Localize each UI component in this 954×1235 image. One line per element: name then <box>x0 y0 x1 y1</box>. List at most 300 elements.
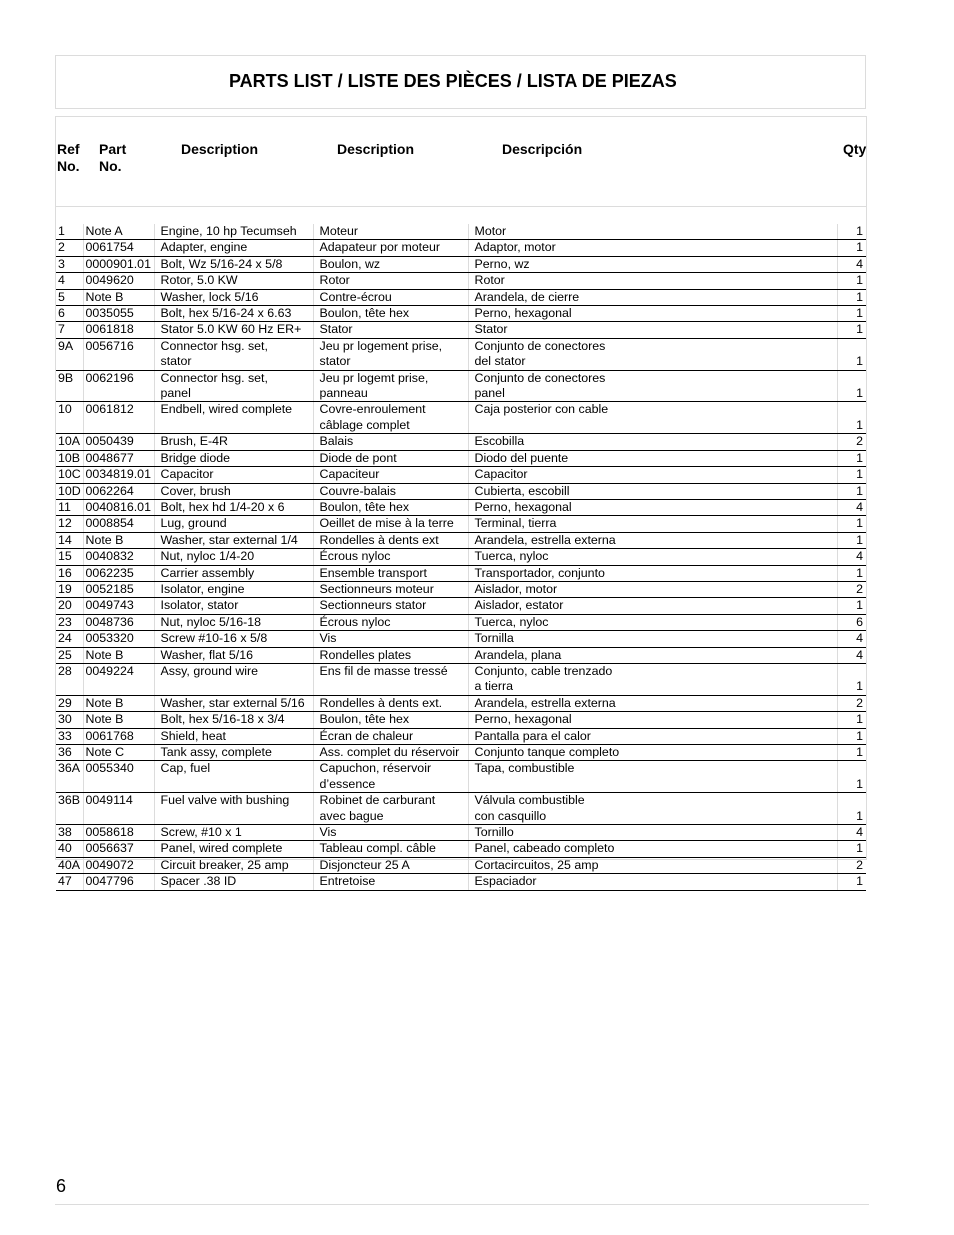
description-fr-cell-line: Diode de pont <box>319 450 397 465</box>
description-en-cell <box>154 256 313 272</box>
part-number-cell: 0048736 <box>83 614 154 630</box>
part-number-cell: 0058618 <box>83 825 154 841</box>
part-number-cell: 0049620 <box>83 273 154 289</box>
description-fr-cell-line: Sectionneurs moteur <box>319 581 434 596</box>
description-en-cell-line: Bolt, hex 5/16-18 x 3/4 <box>160 712 285 727</box>
table-row <box>56 532 866 548</box>
page-number: 6 <box>56 1176 67 1196</box>
part-number-cell: Note B <box>83 289 154 305</box>
ref-cell: 24 <box>56 631 83 647</box>
part-number-cell: Note B <box>83 712 154 728</box>
description-es-cell <box>468 841 837 857</box>
description-es-cell-line: Conjunto tanque completo <box>474 745 620 759</box>
description-fr-cell <box>313 273 468 289</box>
qty-cell: 1 <box>837 761 866 793</box>
description-es-cell-line: Perno, hexagonal <box>474 712 572 727</box>
description-en-cell-line: Cap, fuel <box>160 761 211 776</box>
description-es-cell-line: Conjunto, cable trenzado <box>474 663 613 678</box>
description-fr-cell-line: Rondelles plates <box>319 647 412 662</box>
part-number-cell: 0034819.01 <box>83 467 154 483</box>
header-qty: Qty <box>843 141 867 157</box>
ref-cell: 47 <box>56 874 83 890</box>
part-number-cell: 0061754 <box>83 240 154 256</box>
table-row <box>56 793 866 825</box>
description-es-cell <box>468 224 837 240</box>
description-es-cell-line: Tornillo <box>474 825 514 840</box>
description-es-cell-line: Capacitor <box>474 467 528 482</box>
description-es-cell <box>468 631 837 647</box>
description-fr-cell-line: Rotor <box>319 273 350 288</box>
description-en-cell-line: Nut, nyloc 1/4-20 <box>160 549 255 564</box>
description-fr-cell <box>313 565 468 581</box>
description-fr-cell-line: Disjoncteur 25 A <box>319 857 410 872</box>
table-row <box>56 857 866 873</box>
qty-cell: 1 <box>837 450 866 466</box>
description-en-cell-line: Panel, wired complete <box>160 841 283 856</box>
part-number-cell: 0049072 <box>83 857 154 873</box>
description-en-cell-line: Stator 5.0 KW 60 Hz ER+ <box>160 322 302 337</box>
table-row <box>56 370 866 402</box>
description-fr-cell <box>313 598 468 614</box>
description-en-cell-line: stator <box>160 354 192 369</box>
description-es-cell-line: Panel, cabeado completo <box>474 841 615 856</box>
description-es-cell-line: Arandela, estrella externa <box>474 532 616 547</box>
ref-cell: 19 <box>56 581 83 597</box>
description-fr-cell <box>313 549 468 565</box>
description-en-cell <box>154 549 313 565</box>
description-es-cell-line: Stator <box>474 322 508 337</box>
description-es-cell-line: Terminal, tierra <box>474 516 557 531</box>
qty-cell: 4 <box>837 499 866 515</box>
qty-cell: 1 <box>837 289 866 305</box>
description-es-cell <box>468 467 837 483</box>
description-fr-cell-line: Boulon, tête hex <box>319 499 410 514</box>
description-fr-cell <box>313 306 468 322</box>
description-en-cell-line: Isolator, stator <box>160 598 239 613</box>
header-ref-line1: Ref <box>57 141 80 157</box>
part-number-cell: 0056716 <box>83 338 154 370</box>
qty-cell: 4 <box>837 647 866 663</box>
table-row <box>56 598 866 614</box>
table-row <box>56 240 866 256</box>
description-es-cell-line: Arandela, estrella externa <box>474 695 616 710</box>
qty-cell: 4 <box>837 825 866 841</box>
description-en-cell <box>154 695 313 711</box>
description-en-cell <box>154 322 313 338</box>
description-en-cell <box>154 338 313 370</box>
description-fr-cell-line: Capuchon, réservoir <box>319 761 432 776</box>
description-es-cell-line: Adaptor, motor <box>474 240 556 255</box>
description-es-cell <box>468 549 837 565</box>
table-row <box>56 402 866 434</box>
parts-table <box>56 224 866 891</box>
description-en-cell-line: Bolt, Wz 5/16-24 x 5/8 <box>160 256 283 271</box>
description-en-cell-line: Bolt, hex 5/16-24 x 6.63 <box>160 306 292 321</box>
ref-cell: 38 <box>56 825 83 841</box>
description-es-cell-line: Tornilla <box>474 631 514 646</box>
description-es-cell-line: Caja posterior con cable <box>474 402 609 417</box>
description-en-cell-line: Screw, #10 x 1 <box>160 825 242 840</box>
part-number-cell: 0035055 <box>83 306 154 322</box>
description-fr-cell-line: Entretoise <box>319 874 376 889</box>
description-fr-cell-line: avec bague <box>319 808 384 823</box>
part-number-cell: Note A <box>83 224 154 240</box>
description-en-cell-line: Washer, flat 5/16 <box>160 647 254 662</box>
description-fr-cell <box>313 532 468 548</box>
ref-cell: 36A <box>56 761 83 793</box>
qty-cell: 1 <box>837 467 866 483</box>
description-fr-cell <box>313 581 468 597</box>
description-es-cell <box>468 532 837 548</box>
description-fr-cell <box>313 256 468 272</box>
description-en-cell <box>154 647 313 663</box>
description-en-cell <box>154 761 313 793</box>
qty-cell: 2 <box>837 695 866 711</box>
description-en-cell-line: Washer, lock 5/16 <box>160 289 259 304</box>
table-row <box>56 516 866 532</box>
ref-cell: 25 <box>56 647 83 663</box>
qty-cell: 1 <box>837 745 866 761</box>
description-en-cell <box>154 450 313 466</box>
qty-cell: 4 <box>837 256 866 272</box>
description-es-cell <box>468 761 837 793</box>
description-fr-cell <box>313 761 468 793</box>
ref-cell: 7 <box>56 322 83 338</box>
table-row <box>56 581 866 597</box>
ref-cell: 15 <box>56 549 83 565</box>
ref-cell: 5 <box>56 289 83 305</box>
description-fr-cell-line: Tableau compl. câble <box>319 841 436 856</box>
description-en-cell-line: Tank assy, complete <box>160 745 272 759</box>
description-en-cell-line: Capacitor <box>160 467 214 482</box>
description-en-cell-line: Adapter, engine <box>160 240 248 255</box>
ref-cell: 28 <box>56 663 83 695</box>
part-number-cell: 0061818 <box>83 322 154 338</box>
description-en-cell <box>154 499 313 515</box>
part-number-cell: Note B <box>83 647 154 663</box>
description-es-cell-line: Perno, hexagonal <box>474 499 572 514</box>
qty-cell: 1 <box>837 874 866 890</box>
description-en-cell <box>154 663 313 695</box>
ref-cell: 10A <box>56 434 83 450</box>
table-row <box>56 745 866 761</box>
description-fr-cell-line: Boulon, tête hex <box>319 712 410 727</box>
table-row <box>56 338 866 370</box>
table-row <box>56 289 866 305</box>
description-fr-cell <box>313 614 468 630</box>
table-row <box>56 663 866 695</box>
description-fr-cell-line: stator <box>319 354 351 369</box>
qty-cell: 1 <box>837 306 866 322</box>
qty-cell: 1 <box>837 565 866 581</box>
header-divider <box>56 206 866 207</box>
description-es-cell-line: Tuerca, nyloc <box>474 614 549 629</box>
ref-cell: 40A <box>56 857 83 873</box>
description-es-cell <box>468 857 837 873</box>
description-en-cell <box>154 712 313 728</box>
part-number-cell: 0008854 <box>83 516 154 532</box>
description-en-cell-line: Fuel valve with bushing <box>160 793 290 808</box>
description-es-cell-line: Perno, wz <box>474 256 530 271</box>
description-es-cell <box>468 370 837 402</box>
description-es-cell <box>468 499 837 515</box>
description-en-cell <box>154 614 313 630</box>
description-en-cell-line: Endbell, wired complete <box>160 402 293 417</box>
part-number-cell: Note B <box>83 532 154 548</box>
description-en-cell <box>154 631 313 647</box>
header-desc-en: Description <box>181 141 259 157</box>
description-es-cell-line: Aislador, estator <box>474 598 564 613</box>
description-es-cell <box>468 322 837 338</box>
ref-cell: 23 <box>56 614 83 630</box>
description-en-cell <box>154 516 313 532</box>
description-es-cell-line: Diodo del puente <box>474 450 569 465</box>
description-fr-cell <box>313 483 468 499</box>
header-desc-es: Descripción <box>502 141 583 157</box>
ref-cell: 4 <box>56 273 83 289</box>
table-row <box>56 434 866 450</box>
description-fr-cell <box>313 450 468 466</box>
description-fr-cell-line: Boulon, tête hex <box>319 306 410 321</box>
ref-cell: 9B <box>56 370 83 402</box>
description-en-cell-line: Carrier assembly <box>160 565 255 580</box>
description-fr-cell-line: Oeillet de mise à la terre <box>319 516 454 531</box>
description-fr-cell-line: Moteur <box>319 224 359 238</box>
description-en-cell <box>154 402 313 434</box>
qty-cell: 2 <box>837 857 866 873</box>
description-fr-cell <box>313 338 468 370</box>
table-row <box>56 647 866 663</box>
qty-cell: 1 <box>837 841 866 857</box>
part-number-cell: 0062196 <box>83 370 154 402</box>
part-number-cell: 0040816.01 <box>83 499 154 515</box>
description-es-cell-line: Cubierta, escobill <box>474 483 570 498</box>
description-es-cell <box>468 450 837 466</box>
description-es-cell-line: Conjunto de conectores <box>474 370 606 385</box>
description-fr-cell <box>313 695 468 711</box>
description-es-cell <box>468 695 837 711</box>
description-fr-cell-line: Stator <box>319 322 353 337</box>
description-fr-cell-line: Adapateur por moteur <box>319 240 441 255</box>
ref-cell: 2 <box>56 240 83 256</box>
description-fr-cell <box>313 631 468 647</box>
description-en-cell <box>154 289 313 305</box>
description-en-cell-line: Lug, ground <box>160 516 227 531</box>
ref-cell: 10C <box>56 467 83 483</box>
table-row <box>56 695 866 711</box>
description-fr-cell <box>313 825 468 841</box>
description-es-cell-line: del stator <box>474 354 526 369</box>
description-es-cell-line: Arandela, plana <box>474 647 562 662</box>
part-number-cell: 0061812 <box>83 402 154 434</box>
description-fr-cell <box>313 728 468 744</box>
description-fr-cell-line: Rondelles à dents ext. <box>319 695 443 710</box>
description-fr-cell-line: Écrous nyloc <box>319 549 391 564</box>
description-en-cell-line: Rotor, 5.0 KW <box>160 273 238 288</box>
part-number-cell: 0048677 <box>83 450 154 466</box>
description-es-cell <box>468 745 837 761</box>
description-es-cell-line: Pantalla para el calor <box>474 728 591 743</box>
table-row <box>56 712 866 728</box>
header-part-line2: No. <box>99 158 122 174</box>
part-number-cell: 0056637 <box>83 841 154 857</box>
description-es-cell <box>468 647 837 663</box>
description-en-cell <box>154 598 313 614</box>
description-es-cell-line: Válvula combustible <box>474 793 585 808</box>
qty-cell: 1 <box>837 483 866 499</box>
description-fr-cell-line: Jeu pr logement prise, <box>319 338 443 353</box>
description-fr-cell-line: câblage complet <box>319 417 410 432</box>
description-es-cell-line: Motor <box>474 224 507 238</box>
table-row <box>56 306 866 322</box>
description-fr-cell <box>313 516 468 532</box>
description-fr-cell <box>313 467 468 483</box>
ref-cell: 33 <box>56 728 83 744</box>
ref-cell: 36B <box>56 793 83 825</box>
description-es-cell <box>468 483 837 499</box>
description-fr-cell-line: d’essence <box>319 776 376 791</box>
description-en-cell <box>154 240 313 256</box>
qty-cell: 1 <box>837 728 866 744</box>
table-row <box>56 631 866 647</box>
description-es-cell <box>468 434 837 450</box>
description-en-cell <box>154 434 313 450</box>
description-en-cell-line: Engine, 10 hp Tecumseh <box>160 224 297 238</box>
table-row <box>56 467 866 483</box>
table-row <box>56 565 866 581</box>
description-es-cell-line: Tapa, combustible <box>474 761 575 776</box>
ref-cell: 9A <box>56 338 83 370</box>
description-es-cell <box>468 663 837 695</box>
description-es-cell <box>468 273 837 289</box>
qty-cell: 1 <box>837 338 866 370</box>
description-en-cell <box>154 728 313 744</box>
table-row <box>56 322 866 338</box>
description-es-cell <box>468 728 837 744</box>
part-number-cell: 0050439 <box>83 434 154 450</box>
part-number-cell: 0055340 <box>83 761 154 793</box>
header-part <box>99 141 126 175</box>
title-box <box>55 55 866 109</box>
table-row <box>56 614 866 630</box>
description-en-cell <box>154 224 313 240</box>
description-fr-cell <box>313 402 468 434</box>
qty-cell: 2 <box>837 434 866 450</box>
description-es-cell-line: Conjunto de conectores <box>474 338 606 353</box>
description-en-cell-line: Washer, star external 5/16 <box>160 695 305 710</box>
description-fr-cell <box>313 745 468 761</box>
description-en-cell <box>154 273 313 289</box>
description-fr-cell <box>313 857 468 873</box>
part-number-cell: 0049743 <box>83 598 154 614</box>
description-en-cell <box>154 745 313 761</box>
table-row <box>56 874 866 890</box>
description-fr-cell <box>313 370 468 402</box>
parts-table-body <box>56 224 866 890</box>
table-row <box>56 256 866 272</box>
description-fr-cell <box>313 224 468 240</box>
ref-cell: 30 <box>56 712 83 728</box>
description-es-cell <box>468 516 837 532</box>
description-en-cell <box>154 565 313 581</box>
description-es-cell <box>468 402 837 434</box>
description-en-cell <box>154 306 313 322</box>
description-es-cell-line: Tuerca, nyloc <box>474 549 549 564</box>
description-es-cell <box>468 712 837 728</box>
description-es-cell <box>468 306 837 322</box>
qty-cell: 2 <box>837 581 866 597</box>
description-es-cell <box>468 240 837 256</box>
table-row <box>56 549 866 565</box>
qty-cell: 4 <box>837 549 866 565</box>
description-en-cell <box>154 825 313 841</box>
qty-cell: 1 <box>837 712 866 728</box>
part-number-cell: 0040832 <box>83 549 154 565</box>
ref-cell: 20 <box>56 598 83 614</box>
part-number-cell: 0000901.01 <box>83 256 154 272</box>
description-fr-cell-line: Balais <box>319 434 354 449</box>
description-en-cell-line: Assy, ground wire <box>160 663 259 678</box>
description-es-cell <box>468 614 837 630</box>
ref-cell: 10 <box>56 402 83 434</box>
description-es-cell-line: Perno, hexagonal <box>474 306 572 321</box>
ref-cell: 36 <box>56 745 83 761</box>
description-en-cell-line: Connector hsg. set, <box>160 338 268 353</box>
qty-cell: 1 <box>837 598 866 614</box>
table-row <box>56 273 866 289</box>
description-fr-cell-line: Vis <box>319 631 337 646</box>
description-es-cell-line: Cortacircuitos, 25 amp <box>474 857 599 872</box>
description-en-cell-line: Connector hsg. set, <box>160 370 268 385</box>
description-fr-cell-line: Contre-écrou <box>319 289 392 304</box>
description-fr-cell-line: Jeu pr logemt prise, <box>319 370 429 385</box>
qty-cell: 4 <box>837 631 866 647</box>
header-desc-fr: Description <box>337 141 415 157</box>
description-fr-cell <box>313 289 468 305</box>
description-es-cell <box>468 338 837 370</box>
footer-divider <box>55 1204 869 1205</box>
description-fr-cell-line: Sectionneurs stator <box>319 598 427 613</box>
description-en-cell-line: Spacer .38 ID <box>160 874 237 889</box>
qty-cell: 1 <box>837 224 866 240</box>
description-en-cell-line: Circuit breaker, 25 amp <box>160 857 289 872</box>
page-title: PARTS LIST / LISTE DES PIÈCES / LISTA DE PIEZAS <box>229 71 677 91</box>
description-fr-cell <box>313 499 468 515</box>
qty-cell: 1 <box>837 370 866 402</box>
description-en-cell <box>154 467 313 483</box>
ref-cell: 29 <box>56 695 83 711</box>
ref-cell: 10B <box>56 450 83 466</box>
description-fr-cell <box>313 434 468 450</box>
ref-cell: 14 <box>56 532 83 548</box>
description-en-cell <box>154 532 313 548</box>
description-fr-cell-line: Ass. complet du réservoir <box>319 745 460 759</box>
description-fr-cell <box>313 322 468 338</box>
part-number-cell: Note B <box>83 695 154 711</box>
description-en-cell-line: Isolator, engine <box>160 581 245 596</box>
description-en-cell-line: Shield, heat <box>160 728 226 743</box>
qty-cell: 1 <box>837 663 866 695</box>
part-number-cell: 0049224 <box>83 663 154 695</box>
part-number-cell: 0049114 <box>83 793 154 825</box>
description-fr-cell-line: Ensemble transport <box>319 565 427 580</box>
description-en-cell-line: Washer, star external 1/4 <box>160 532 298 547</box>
qty-cell: 1 <box>837 532 866 548</box>
description-fr-cell-line: Covre-enroulement <box>319 402 426 417</box>
ref-cell: 40 <box>56 841 83 857</box>
qty-cell: 1 <box>837 793 866 825</box>
description-es-cell <box>468 289 837 305</box>
